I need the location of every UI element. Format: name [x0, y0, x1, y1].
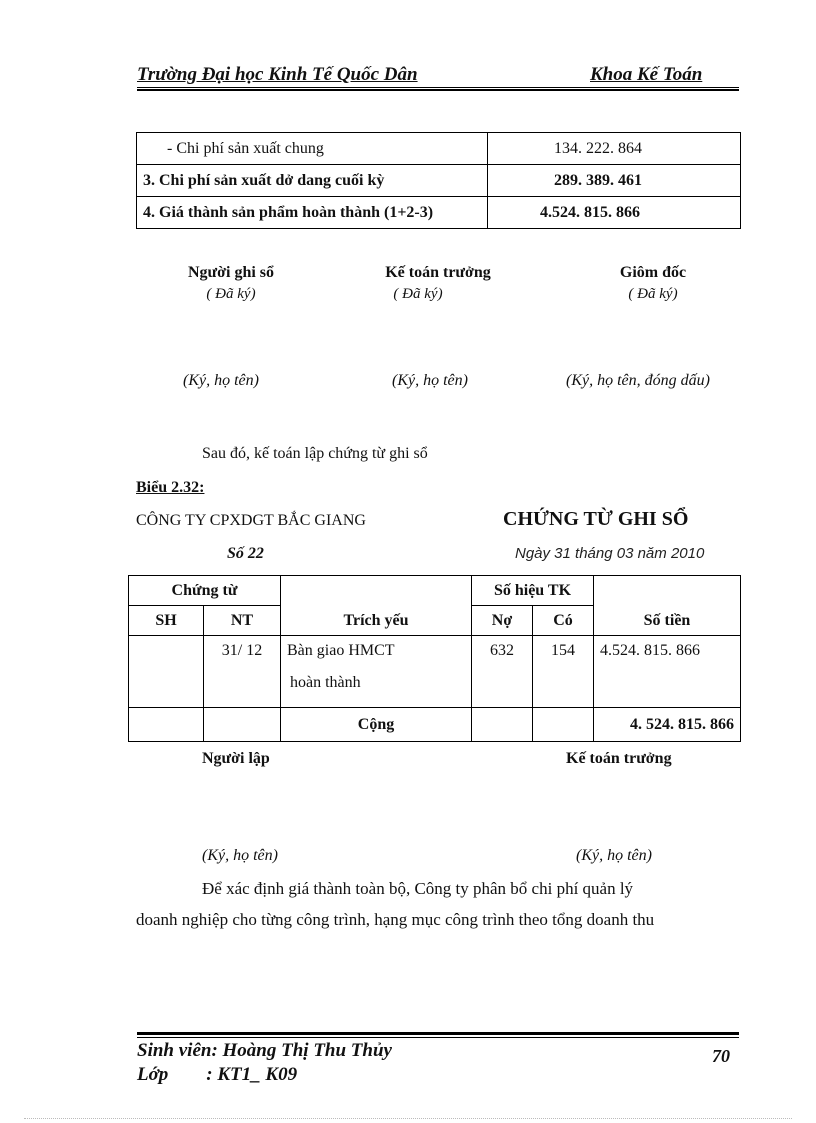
header-debit: Nợ — [472, 606, 533, 636]
cost-label: - Chi phí sản xuất chung — [137, 133, 488, 165]
total-amount: 4. 524. 815. 866 — [594, 708, 741, 742]
cell-debit: 632 — [472, 636, 533, 708]
sign-note: (Ký, họ tên) — [202, 847, 278, 864]
header-summary: Trích yếu — [281, 576, 472, 636]
signer-title: Kế toán trưởng — [566, 750, 672, 767]
form-label: Biểu 2.32: — [136, 479, 205, 496]
faculty-name: Khoa Kế Toán — [590, 64, 703, 85]
header-divider — [137, 87, 739, 91]
signer-title: Kế toán trưởng — [385, 264, 491, 281]
table-row — [137, 133, 741, 165]
paragraph-line-1: Để xác định giá thành toàn bộ, Công ty phân bổ chi phí quản lý — [202, 879, 634, 898]
table-row — [129, 576, 741, 606]
cost-value: 134. 222. 864 — [488, 133, 741, 165]
cost-value: 289. 389. 461 — [488, 165, 741, 197]
signer-title: Người lập — [202, 750, 270, 767]
header-amount: Số tiền — [594, 576, 741, 636]
signer-status: ( Đã ký) — [206, 286, 256, 302]
sign-note: (Ký, họ tên) — [392, 372, 468, 389]
cost-label: 3. Chi phí sản xuất dở dang cuối kỳ — [137, 165, 488, 197]
cell-nt: 31/ 12 — [204, 636, 281, 708]
table-row — [129, 708, 741, 742]
summary-line-2: hoàn thành — [290, 674, 361, 691]
header-credit: Có — [533, 606, 594, 636]
cell-empty — [533, 708, 594, 742]
voucher-table — [128, 575, 741, 742]
sign-note: (Ký, họ tên) — [183, 372, 259, 389]
cell-amount: 4.524. 815. 866 — [594, 636, 741, 708]
table-row — [129, 636, 741, 708]
sign-note: (Ký, họ tên, đóng dấu) — [566, 372, 710, 389]
total-label: Cộng — [281, 708, 472, 742]
cell-empty — [129, 708, 204, 742]
student-name: Sinh viên: Hoàng Thị Thu Thủy — [137, 1040, 392, 1061]
cost-table — [136, 132, 741, 229]
cell-sh — [129, 636, 204, 708]
cell-empty — [472, 708, 533, 742]
summary-line-1: Bàn giao HMCT — [287, 642, 395, 659]
table-row — [137, 197, 741, 229]
company-name: CÔNG TY CPXDGT BẮC GIANG — [136, 512, 366, 529]
page-bottom-divider — [24, 1118, 792, 1119]
cost-label: 4. Giá thành sản phẩm hoàn thành (1+2-3) — [137, 197, 488, 229]
sign-note: (Ký, họ tên) — [576, 847, 652, 864]
doc-number: Số 22 — [227, 545, 264, 562]
class-name: Lớp : KT1_ K09 — [137, 1064, 298, 1085]
signer-title: Giôm đốc — [619, 264, 687, 281]
doc-title: CHỨNG TỪ GHI SỔ — [503, 508, 689, 530]
signer-status: ( Đã ký) — [393, 286, 443, 302]
page-number: 70 — [712, 1046, 730, 1066]
doc-date: Ngày 31 tháng 03 năm 2010 — [515, 545, 705, 562]
intro-text: Sau đó, kế toán lập chứng từ ghi sổ — [202, 445, 428, 462]
header-account: Số hiệu TK — [472, 576, 594, 606]
table-row — [137, 165, 741, 197]
cell-empty — [204, 708, 281, 742]
cost-value: 4.524. 815. 866 — [488, 197, 741, 229]
cell-credit: 154 — [533, 636, 594, 708]
paragraph-line-2: doanh nghiệp cho từng công trình, hạng mục công trình theo tổng doanh thu — [136, 910, 655, 929]
footer-divider — [137, 1032, 739, 1038]
header-voucher: Chứng từ — [129, 576, 281, 606]
header-sh: SH — [129, 606, 204, 636]
signer-title: Người ghi sổ — [187, 264, 275, 281]
cell-summary — [281, 636, 472, 708]
signer-status: ( Đã ký) — [628, 286, 678, 302]
school-name: Trường Đại học Kinh Tế Quốc Dân — [137, 64, 418, 85]
header-nt: NT — [204, 606, 281, 636]
